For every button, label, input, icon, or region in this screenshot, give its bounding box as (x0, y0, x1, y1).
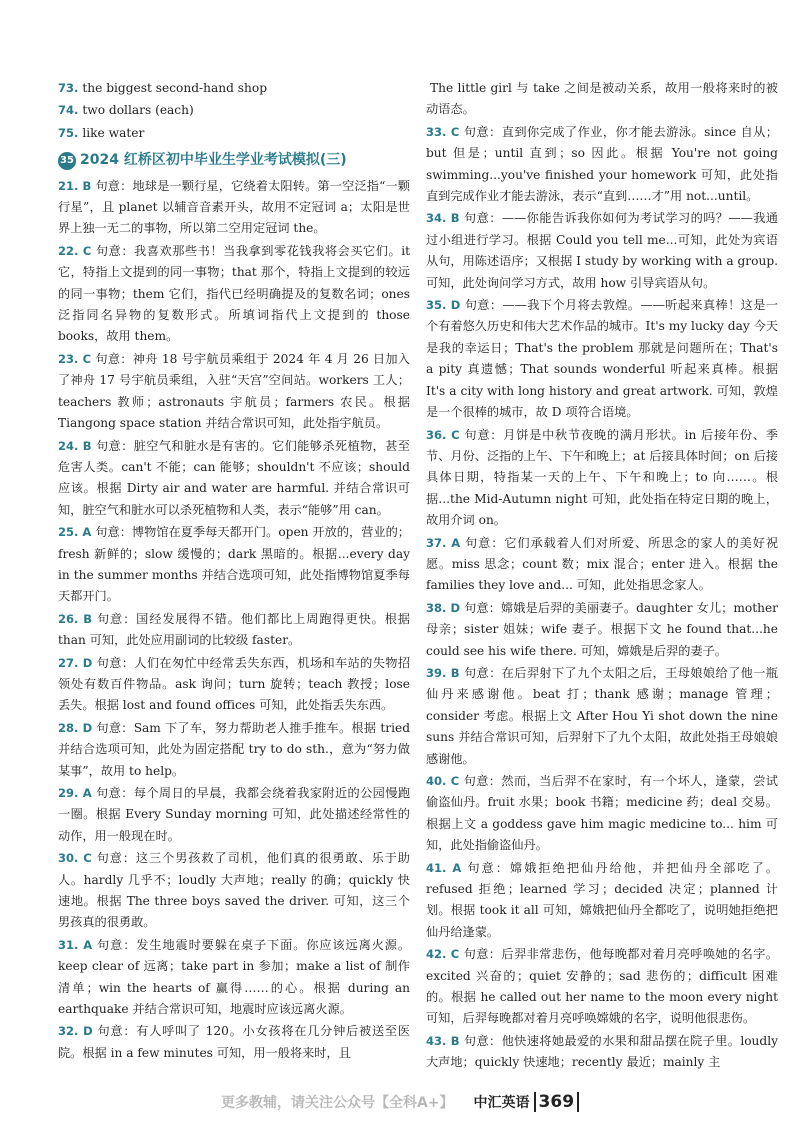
answer-item: 28. D 句意：Sam 下了车，努力帮助老人推手推车。根据 tried 并结合选项可知，此处为固定搭配 try to do sth.，意为“努力做某事”，故用 to help。 (58, 720, 411, 778)
list-item: 74. two dollars (each) (58, 103, 194, 118)
answer-item: 21. B 句意：地球是一颗行星，它绕着太阳转。第一空泛指“一颗行星”，且 planet 以辅音音素开头，故用不定冠词 a；太阳是世界上独一无二的事物，所以第二空用定冠词 the。 (58, 178, 410, 236)
list-item: 73. the biggest second-hand shop (58, 81, 268, 95)
answer-item: 29. A 句意：每个周日的早晨，我都会绕着我家附近的公园慢跑一圈。根据 Every Sunday morning 可知，此处描述经常性的动作，用一般现在时。 (58, 786, 411, 843)
answer-item: 25. A 句意：博物馆在夏季每天都开门。open 开放的，营业的；fresh 新鲜的；slow 缓慢的；dark 黑暗的。根据...every day in the summer months 并结合选项可知，此处指博物馆夏季每天都开门。 (58, 525, 410, 604)
answer-item: 40. C 句意：然而，当后羿不在家时，有一个坏人，逢蒙，尝试偷盗仙丹。fruit 水果；book 书籍；medicine 药；deal 交易。根据上文 a goddess gave him magic medicine to... him 可知，此处指偷盗仙丹。 (426, 774, 778, 853)
section-title-text: 2024 红桥区初中毕业生学业考试模拟(三) (80, 152, 347, 169)
answer-item: 32. D 句意：有人呼叫了 120。小女孩将在几分钟后被送至医院。根据 in a few minutes 可知，用一般将来时，且 (58, 1024, 411, 1060)
answer-item: The little girl 与 take 之间是被动关系，故用一般将来时的被动语态。 (426, 81, 778, 117)
answer-item: 31. A 句意：发生地震时要躲在桌子下面。你应该远离火源。keep clear of 远离；take part in 参加；make a list of 制作清单；win the hearts of 赢得……的心。根据 during an earthquake 并结合常识可知，地震时应该远离火源。 (58, 937, 411, 1017)
answer-item: 37. A 句意：它们承载着人们对所爱、所思念的家人的美好祝愿。miss 思念；count 数；mix 混合；enter 进入。根据 the families they love and... 可知，此处指思念家人。 (426, 535, 779, 593)
answer-item: 33. C 句意：直到你完成了作业，你才能去游泳。since 自从；but 但是；until 直到；so 因此。根据 You're not going swimming...you've finished your homework 可知，此处指直到完成作业才能去游泳，表示“直到……才”用 not...until。 (426, 124, 778, 204)
answer-item: 41. A 句意：嫦娥拒绝把仙丹给他，并把仙丹全部吃了。refused 拒绝；learned 学习；decided 决定；planned 计划。根据 took it all 可知，嫦娥把仙丹全都吃了，说明她拒绝把仙丹给逢蒙。 (426, 860, 779, 939)
brand-name: 中汇英语 (473, 1095, 530, 1111)
answer-item: 30. C 句意：这三个男孩救了司机，他们真的很勇敢、乐于助人。hardly 几乎不；loudly 大声地；really 的确；quickly 快速地。根据 The three boys saved the driver. 可知，这三个男孩真的很勇敢。 (58, 851, 410, 930)
answer-item: 38. D 句意：嫦娥是后羿的美丽妻子。daughter 女儿；mother 母亲；sister 姐妹；wife 妻子。根据下文 he found that...he could see his wife there. 可知，嫦娥是后羿的妻子。 (426, 600, 779, 658)
answer-item: 35. D 句意：——我下个月将去敦煌。——听起来真棒！这是一个有着悠久历史和伟大艺术作品的城市。It's my lucky day 今天是我的幸运日；That's the problem 那就是问题所在；That's a pity 真遗憾；That sounds wonderful 听起来真棒。根据 It's a city with long history and great artwork. 可知，敦煌是一个很棒的城市，故 D 项符合语境。 (426, 298, 779, 420)
answer-item: 27. D 句意：人们在匆忙中经常丢失东西，机场和车站的失物招领处有数百件物品。ask 询问；turn 旋转；teach 教授；lose 丢失。根据 lost and found offices 可知，此处指丢失东西。 (58, 655, 411, 713)
answer-item: 23. C 句意：神舟 18 号宇航员乘组于 2024 年 4 月 26 日加入了神舟 17 号宇航员乘组，入驻“天宫”空间站。workers 工人；teachers 教师；astronauts 宇航员；farmers 农民。根据 Tiangong space station 并结合常识可知，此处指宇航员。 (58, 351, 410, 431)
answers-list-prev (58, 78, 410, 144)
answer-item: 42. C 句意：后羿非常悲伤，他每晚都对着月亮呼唤她的名字。excited 兴奋的；quiet 安静的；sad 悲伤的；difficult 困难的。根据 he called out her name to the moon every night 可知，后羿每晚都对着月亮呼唤嫦娥的名字，说明他很悲伤。 (426, 947, 778, 1026)
section-title (58, 150, 410, 171)
page-footer (0, 1088, 800, 1116)
answer-item: 39. B 句意：在后羿射下了九个太阳之后，王母娘娘给了他一瓶仙丹来感谢他。beat 打；thank 感谢；manage 管理；consider 考虑。根据上文 After Hou Yi shot down the nine suns 并结合常识可知，后羿射下了九个太阳，故此处指王母娘娘感谢他。 (426, 665, 778, 766)
page-number: 369 (534, 1092, 580, 1112)
section-number-badge: 35 (58, 152, 76, 170)
answer-item: 26. B 句意：国经发展得不错。他们都比上周跑得更快。根据 than 可知，此处应用副词的比较级 faster。 (58, 611, 410, 648)
brand-label (474, 1092, 580, 1112)
answers-list-left (58, 176, 410, 1065)
answer-item: 43. B 句意：他快速将她最爱的水果和甜品摆在院子里。loudly 大声地；quickly 快速地；recently 最近；mainly 主 (426, 1033, 778, 1070)
promo-text: 更多教辅，请关注公众号【全科A+】 (220, 1095, 454, 1111)
left-column (58, 78, 410, 1065)
right-column (426, 78, 778, 1075)
answer-item: 22. C 句意：我喜欢那些书！当我拿到零花钱我将会买它们。it 它，特指上文提到的同一事物；that 那个，特指上文提到的较远的同一事物；them 它们，指代已经明确提及的复数名词；ones 泛指同名异物的复数形式。所填词指代上文提到的 those books，故用 them。 (58, 243, 410, 344)
list-item: 75. like water (58, 125, 145, 140)
answer-item: 24. B 句意：脏空气和脏水是有害的。它们能够杀死植物，甚至危害人类。can't 不能；can 能够；shouldn't 不应该；should 应该。根据 Dirty air and water are harmful. 并结合常识可知，脏空气和脏水可以杀死植物和人类，表示“能够”用 can。 (58, 438, 410, 517)
answer-item: 36. C 句意：月饼是中秋节夜晚的满月形状。in 后接年份、季节、月份、泛指的上午、下午和晚上；at 后接具体时间；on 后接具体日期，特指某一天的上午、下午和晚上；to 向……。根据...the Mid-Autumn night 可知，此处指在特定日期的晚上，故用介词 on。 (426, 427, 778, 528)
answer-item: 34. B 句意：——你能告诉我你如何为考试学习的吗？——我通过小组进行学习。根据 Could you tell me...可知，此处为宾语从句，用陈述语序；又根据 I study by working with a group. 可知，此处询问学习方式，故用 how 引导宾语从句。 (426, 211, 778, 290)
